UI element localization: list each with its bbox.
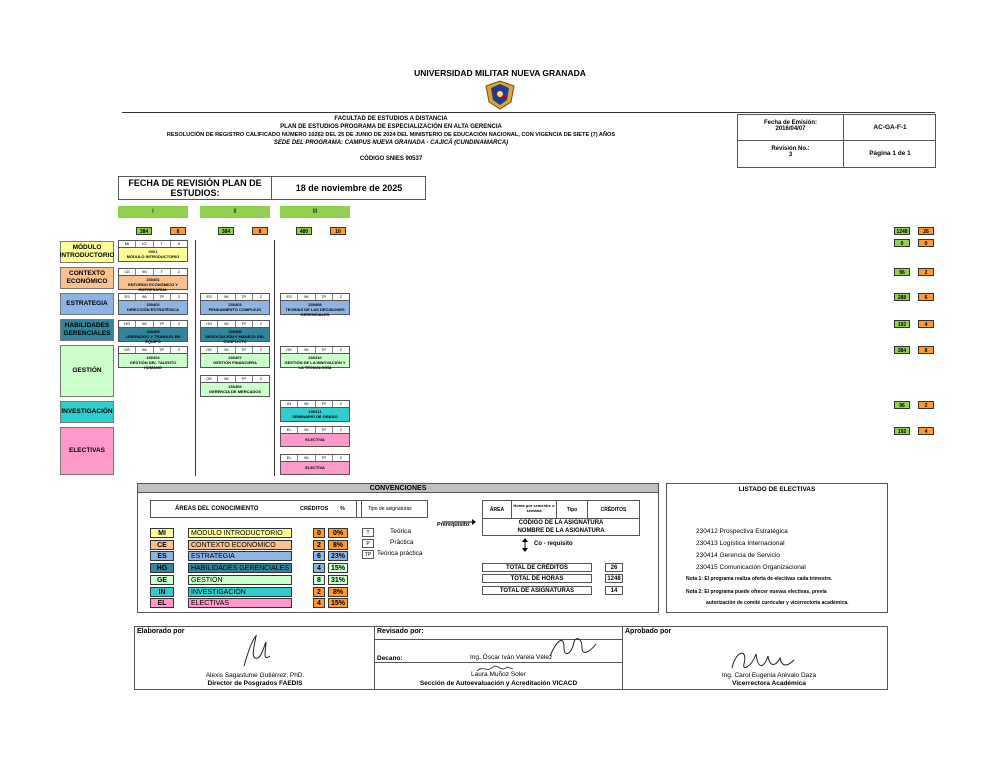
course-card[interactable]: HG 96 TP 2 230406 NEGOCIACIÓN Y MANEJO DEL CONFLICTO [200,320,270,342]
course-code: 230411 [308,409,322,414]
area-es: ESTRATEGIA [60,293,114,315]
sede-text: SEDE DEL PROGRAMA: CAMPUS NUEVA GRANADA - CAJICÁ (CUNDINAMARCA) [273,140,509,146]
credits-header: CRÉDITOS [300,506,329,512]
type-header: Tipo de asignaturas [368,506,412,512]
sem2-credits: 8 [252,227,268,235]
legend-pct: 8% [328,540,348,550]
area-in-hours: 96 [894,401,910,409]
course-code: 230402 [146,302,160,307]
elective-item: 230414 Gerencia de Servicio [696,552,780,559]
course-name: ELECTIVA [305,437,325,442]
revision-number: 3 [788,152,793,158]
legend-name: ESTRATEGIA [188,551,292,561]
col-separator [274,240,275,476]
area-el-credits: 4 [918,427,934,435]
signature-icon [548,634,598,662]
elaborado-name: Alexis Sagastume Gutiérrez, PhD. [205,672,305,679]
area-in: INVESTIGACIÓN [60,401,114,423]
type-code: T [362,528,374,537]
type-name: Teórica [390,528,411,535]
elective-item: 230413 Logística Internacional [696,540,785,547]
legend-name: MÓDULO INTRODUCTORIO [188,528,292,538]
fecha-emision: 2016/04/07 [775,126,806,132]
course-code: 230405 [146,329,160,334]
doc-control-box [737,114,936,168]
legend-pct: 8% [328,587,348,597]
total-credits-label: TOTAL DE CRÉDITOS [482,563,592,572]
area-mi-hours: 0 [894,239,910,247]
area-es-hours: 288 [894,293,910,301]
course-code: 230410 [308,355,322,360]
course-card[interactable]: GE 96 TP 2 230410 GESTIÓN DE LA INNOVACIÓN Y LA TECNOLOGÍA [280,346,350,368]
legend-pct: 23% [328,551,348,561]
sem1-hours: 384 [136,227,152,235]
course-name: TEORÍAS DE LAS DECISIONES GERENCIALES [285,307,345,317]
course-name: GESTIÓN FINANCIERA [213,360,257,365]
course-name: GESTIÓN DE LA INNOVACIÓN Y LA TECNOLOGÍA [284,360,346,370]
sem3-hours: 480 [296,227,312,235]
course-name: PENSAMIENTO COMPLEJO [208,307,262,312]
legend-name: HABILIDADES GERENCIALES [188,563,292,573]
area-in-credits: 2 [918,401,934,409]
course-card[interactable]: IN 96 TP 2 230411 SEMINARIO DE GRADO [280,400,350,422]
course-card[interactable]: ES 96 TP 2 230403 PENSAMIENTO COMPLEJO [200,293,270,315]
course-card[interactable]: ES 96 TP 2 230408 TEORÍAS DE LAS DECISIONES GERENCIALES [280,293,350,315]
legend-name: CONTEXTO ECONÓMICO [188,540,292,550]
header-rule [122,112,935,113]
area-ce-hours: 96 [894,268,910,276]
sem3-credits: 10 [330,227,346,235]
legend-code: IN [150,587,174,597]
total-subjects-value: 14 [605,586,623,595]
legend-credits: 4 [313,563,325,573]
course-card[interactable]: EL 96 TP 2 ELECTIVA [280,454,350,475]
course-name: GESTIÓN DEL TALENTO HUMANO [129,360,177,370]
type-code: TP [362,550,374,559]
elective-item: 230415 Comunicación Organizacional [696,564,806,571]
faculty-title: FACULTAD DE ESTUDIOS A DISTANCIA [334,116,448,122]
area-ge-hours: 384 [894,346,910,354]
area-hg: HABILIDADES GERENCIALES [60,319,114,341]
area-hg-credits: 4 [918,320,934,328]
legend-credits: 6 [313,551,325,561]
total-hours-value: 1248 [605,574,623,583]
revisado-label: Revisado por: [377,628,424,635]
course-name: MÓDULO INTRODUCTORIO [126,254,180,259]
university-crest-icon [483,80,517,110]
course-card[interactable]: GE 96 TP 2 230409 GERENCIA DE MERCADOS [200,375,270,397]
doc-code: AC-GA-F-1 [844,115,936,141]
course-code: 230401 [146,277,160,282]
resolution-text: RESOLUCIÓN DE REGISTRO CALIFICADO NÚMERO 10262 DEL 25 DE JUNIO DE 2024 DEL MINISTERIO DE EDUCACIÓN NACIONAL, CON VIGENCIA DE SIETE (7) AÑOS [166,132,616,138]
legend-name: ELECTIVAS [188,598,292,608]
snies-code: CÓDIGO SNIES 90537 [359,156,423,162]
legend-code: MI [150,528,174,538]
page-number: Página 1 de 1 [869,150,911,157]
revision-date-label: FECHA DE REVISIÓN PLAN DE ESTUDIOS: [128,178,262,198]
total-credits-value: 26 [605,563,623,572]
type-name: Teórica práctica [377,550,423,557]
course-code: 230408 [308,302,322,307]
sem2-hours: 384 [218,227,234,235]
course-name: NEGOCIACIÓN Y MANEJO DEL CONFLICTO [205,334,265,344]
revision-label: Revisión No.: [771,146,810,152]
plan-title: PLAN DE ESTUDIOS PROGRAMA DE ESPECIALIZACIÓN EN ALTA GERENCIA [280,124,502,130]
area-el: ELECTIVAS [60,427,114,475]
course-card[interactable]: EL 96 TP 2 ELECTIVA [280,426,350,447]
area-ce-credits: 2 [918,268,934,276]
aprobado-name: Ing. Carol Eugenia Arévalo Daza [721,672,817,679]
electives-note-2b: autorización de comité curricular y vicerrectoría académica. [706,600,849,606]
legend-name: GESTIÓN [188,575,292,585]
university-title: UNIVERSIDAD MILITAR NUEVA GRANADA [414,68,586,78]
area-es-credits: 6 [918,293,934,301]
revision-date-box [118,176,426,200]
course-code: 230407 [228,355,242,360]
aprobado-label: Aprobado por [625,628,672,635]
area-el-hours: 192 [894,427,910,435]
legend-code: EL [150,598,174,608]
conventions-title: CONVENCIONES [138,484,658,493]
electives-note-2a: Nota 2: El programa puede ofrecer nuevas electivas, previa [686,589,827,595]
elaborado-role: Director de Posgrados FAEDIS [207,680,303,687]
signature-icon [236,632,276,672]
course-name: SEMINARIO DE GRADO [292,414,338,419]
course-code: 230404 [146,355,160,360]
sig-divider [622,626,623,690]
sem1-credits: 8 [170,227,186,235]
prereq-label: Prerequisito [437,522,470,528]
revisado-role: Sección de Autoevaluación y Acreditación VICACD [419,680,578,687]
legend-pct: 31% [328,575,348,585]
corequisite-arrow-icon [522,538,528,552]
fecha-emision-label: Fecha de Emisión: [763,120,817,126]
course-name: ELECTIVA [305,465,325,470]
semester-i-header: I [118,206,188,218]
course-card[interactable]: GE 96 TP 2 230404 GESTIÓN DEL TALENTO HUMANO [118,346,188,368]
course-card[interactable]: MI IG T 0 0001 MÓDULO INTRODUCTORIO [118,240,188,262]
key-type: Tipo [566,507,578,513]
revision-date: 18 de noviembre de 2025 [295,183,403,193]
legend-credits: 8 [313,575,325,585]
pct-header: % [340,506,345,512]
prereq-arrow-icon [442,512,476,518]
elaborado-label: Elaborado por [137,628,185,635]
legend-pct: 15% [328,598,348,608]
legend-credits: 0 [313,528,325,538]
course-name: LIDERAZGO Y TRABAJO EN EQUIPO [125,334,181,344]
course-name: DIRECCIÓN ESTRATÉGICA [127,307,179,312]
legend-name: INVESTIGACIÓN [188,587,292,597]
semester-ii-header: II [200,206,270,218]
legend-credits: 4 [313,598,325,608]
total-credits-pill: 26 [918,227,934,235]
key-box [482,500,640,536]
elective-item: 230412 Prospectiva Estratégica [696,528,788,535]
total-hours-label: TOTAL DE HORAS [482,574,592,583]
area-mi-credits: 0 [918,239,934,247]
area-mi: MÓDULO INTRODUCTORIO [60,241,114,263]
course-code: 0001 [148,249,158,254]
legend-credits: 2 [313,540,325,550]
total-hours-pill: 1248 [894,227,910,235]
area-ge-credits: 8 [918,346,934,354]
areas-header: ÁREAS DEL CONOCIMIENTO [175,506,259,512]
legend-credits: 2 [313,587,325,597]
area-ge: GESTIÓN [60,345,114,397]
area-ce: CONTEXTO ECONÓMICO [60,267,114,289]
type-name: Práctica [390,539,414,546]
corequisite-label: Co - requisito [534,541,573,547]
electives-note-1: Nota 1: El programa realiza oferta de electivas cada trimestre. [686,576,833,582]
course-name: ENTORNO ECONÓMICO Y EMPRESARIAL [128,282,178,292]
key-area: ÁREA [489,507,505,513]
decano-label: Decano: [377,655,403,662]
revisado-name: Laura Muñoz Soler [471,671,526,678]
course-card[interactable]: GE 96 TP 2 230407 GESTIÓN FINANCIERA [200,346,270,368]
legend-pct: 0% [328,528,348,538]
key-hours: Horas por semestre o semana [513,503,555,513]
decano-name: Ing. Óscar Iván Varela Vélez [470,654,553,661]
course-code: 230409 [228,384,242,389]
key-code: CÓDIGO DE LA ASIGNATURA [518,520,604,526]
electives-title: LISTADO DE ELECTIVAS [738,486,816,493]
legend-pct: 15% [328,563,348,573]
course-code: 230403 [228,302,242,307]
legend-code: CE [150,540,174,550]
aprobado-role: Vicerrectora Académica [732,680,806,687]
key-name: NOMBRE DE LA ASIGNATURA [517,528,605,534]
total-subjects-label: TOTAL DE ASIGNATURAS [482,586,592,595]
course-name: GERENCIA DE MERCADOS [208,389,262,394]
semester-iii-header: III [280,206,350,218]
course-code: 230406 [228,329,242,334]
area-hg-hours: 192 [894,320,910,328]
course-card[interactable]: CE 96 T 2 230401 ENTORNO ECONÓMICO Y EMPRESARIAL [118,268,188,290]
legend-code: ES [150,551,174,561]
key-credits: CRÉDITOS [600,507,627,513]
type-code: P [362,539,374,548]
legend-code: GE [150,575,174,585]
col-separator [195,240,196,476]
legend-code: HG [150,563,174,573]
course-card[interactable]: ES 96 TP 2 230402 DIRECCIÓN ESTRATÉGICA [118,293,188,315]
course-card[interactable]: HG 96 TP 2 230405 LIDERAZGO Y TRABAJO EN EQUIPO [118,320,188,342]
